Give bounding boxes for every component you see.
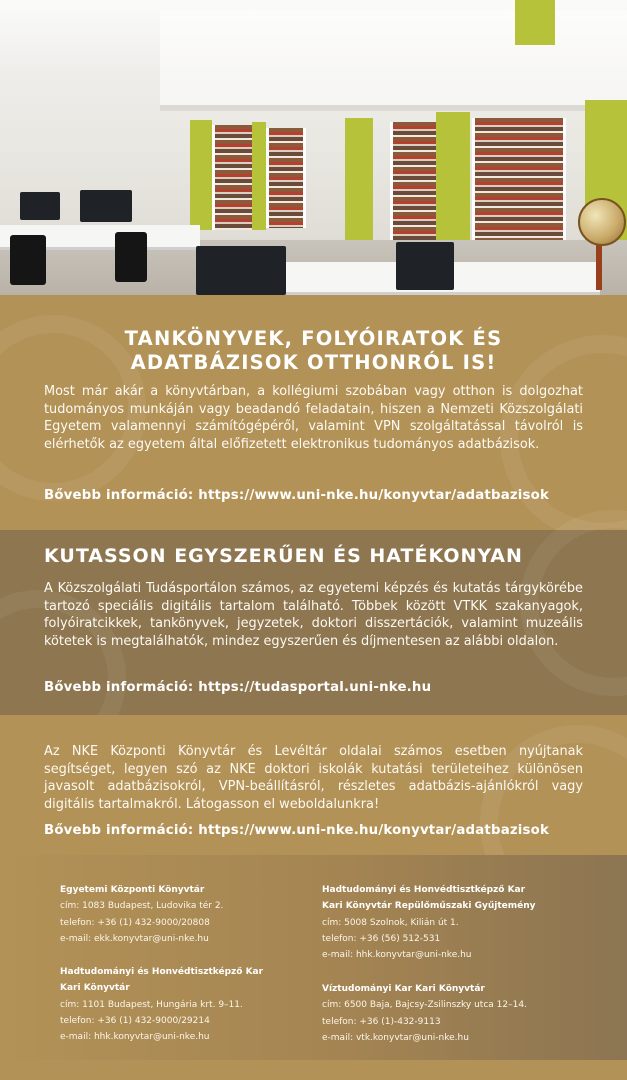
contact-address: cím: 1101 Budapest, Hungária krt. 9–11. <box>60 999 243 1010</box>
more-info-link[interactable]: Bővebb információ: https://tudasportal.uni-nke.hu <box>44 680 432 695</box>
contact-name: Kari Könyvtár Repülőműszaki Gyűjtemény <box>322 901 536 912</box>
bookshelf <box>472 118 566 250</box>
section-research <box>0 530 627 715</box>
section-paragraph: Az NKE Központi Könyvtár és Levéltár oldalai számos esetben nyújtanak segítséget, legyen szó az NKE doktori iskolák kutatási területeihez különösen javasolt adatbázisokról, VPN-beállításról, részletes adatbázis-ajánlókról vagy digitális tartalmakról. Látogasson el weboldalunkra! <box>44 744 583 812</box>
bookshelf <box>266 128 306 228</box>
contact-address: cím: 1083 Budapest, Ludovika tér 2. <box>60 901 224 912</box>
section-title-line: ADATBÁZISOK OTTHONRÓL IS! <box>130 351 497 374</box>
section-title: KUTASSON EGYSZERŰEN ÉS HATÉKONYAN <box>44 545 523 567</box>
monitor <box>20 192 60 220</box>
contact-phone: telefon: +36 (1)-432-9113 <box>322 1016 441 1027</box>
bottom-bar <box>0 1060 627 1080</box>
monitor <box>196 246 286 295</box>
contact-address: cím: 5008 Szolnok, Kilián út 1. <box>322 917 459 928</box>
shelf-side-panel <box>252 122 266 230</box>
library-interior-photo <box>0 0 627 295</box>
contact-name: Hadtudományi és Honvédtisztképző Kar <box>60 967 264 977</box>
contact-email[interactable]: e-mail: hhk.konyvtar@uni-nke.hu <box>60 1032 210 1043</box>
contact-address: cím: 6500 Baja, Bajcsy-Zsilinszky utca 12–14. <box>322 1000 527 1011</box>
chair <box>10 235 46 285</box>
monitor <box>80 190 132 222</box>
monitor <box>396 242 454 290</box>
shelf-side-panel <box>345 118 373 240</box>
contact-phone: telefon: +36 (1) 432-9000/29214 <box>60 1015 210 1026</box>
contact-hhk <box>60 964 310 1045</box>
contact-name: Egyetemi Központi Könyvtár <box>60 885 205 895</box>
more-info-link[interactable]: Bővebb információ: https://www.uni-nke.hu/konyvtar/adatbazisok <box>44 823 550 838</box>
section-website <box>0 715 627 855</box>
contact-phone: telefon: +36 (56) 512-531 <box>322 933 441 944</box>
more-info-link[interactable]: Bővebb információ: https://www.uni-nke.hu/konyvtar/adatbazisok <box>44 488 550 503</box>
section-paragraph: A Közszolgálati Tudásportálon számos, az egyetemi képzés és kutatás tárgykörébe tartozó speciális digitális tartalom található. Többek között VTKK szakanyagok, folyóiratcikkek, tankönyvek, jegyzetek, doktori disszertációk, valamint muzeális kötetek is megtalálhatók, mindez egyszerűen és díjmentesen az alábbi oldalon. <box>44 581 583 649</box>
contact-vtk <box>322 981 612 1046</box>
contact-email[interactable]: e-mail: hhk.konyvtar@uni-nke.hu <box>322 950 472 961</box>
section-paragraph: Most már akár a könyvtárban, a kollégiumi szobában vagy otthon is dolgozhat tudományos munkáján vagy beadandó feladatain, hiszen a Nemzeti Közszolgálati Egyetem valamennyi számítógépéről, valamint VPN szolgáltatással távolról is elérhetők az egyetem által előfizetett elektronikus tudományos adatbázisok. <box>44 384 583 452</box>
globe-stand <box>596 240 602 290</box>
upper-green-panel <box>515 0 555 45</box>
shelf-side-panel <box>190 120 212 230</box>
contact-ekk <box>60 882 310 947</box>
contact-email[interactable]: e-mail: ekk.konyvtar@uni-nke.hu <box>60 933 209 944</box>
contact-name: Kari Könyvtár <box>60 983 130 994</box>
shelf-side-panel <box>436 112 470 247</box>
upper-gallery <box>160 10 627 111</box>
contact-hhk-szolnok <box>322 882 612 963</box>
contact-name: Hadtudományi és Honvédtisztképző Kar <box>322 885 526 895</box>
bookshelf <box>390 122 442 240</box>
section-title <box>44 327 583 375</box>
chair <box>115 232 147 282</box>
contact-name: Víztudományi Kar Kari Könyvtár <box>322 984 485 994</box>
section-remote-access <box>0 295 627 530</box>
section-title-line: TANKÖNYVEK, FOLYÓIRATOK ÉS <box>124 327 503 350</box>
contact-phone: telefon: +36 (1) 432-9000/20808 <box>60 917 210 928</box>
globe-icon <box>578 198 626 246</box>
contact-email[interactable]: e-mail: vtk.konyvtar@uni-nke.hu <box>322 1032 469 1043</box>
contacts-section <box>0 855 627 1060</box>
